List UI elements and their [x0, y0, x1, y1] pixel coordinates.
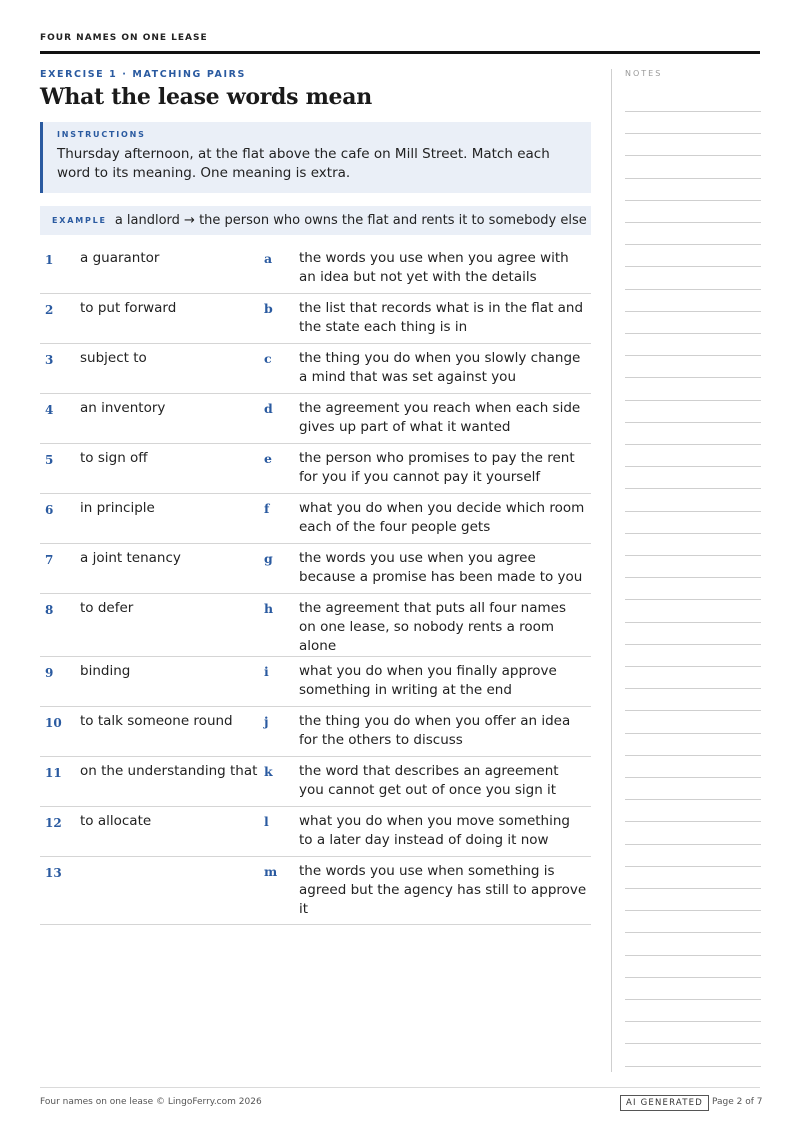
notes-writing-line	[625, 821, 761, 822]
instructions-text: Thursday afternoon, at the flat above the cafe on Mill Street. Match each word to its meaning. One meaning is extra.	[57, 146, 550, 181]
notes-writing-line	[625, 688, 761, 689]
pair-row	[40, 657, 591, 707]
notes-writing-line	[625, 178, 761, 179]
instructions-box	[40, 122, 591, 193]
notes-writing-line	[625, 1021, 761, 1022]
example-box	[40, 206, 591, 235]
meaning-letter: m	[264, 864, 278, 879]
notes-writing-line	[625, 222, 761, 223]
item-number: 9	[45, 666, 54, 680]
notes-writing-line	[625, 244, 761, 245]
notes-writing-line	[625, 755, 761, 756]
notes-writing-line	[625, 111, 761, 112]
running-head: FOUR NAMES ON ONE LEASE	[40, 33, 208, 43]
meaning-text: the words you use when you agree because a promise has been made to you	[299, 550, 583, 585]
item-number: 1	[45, 253, 54, 267]
meaning-letter: k	[264, 764, 273, 779]
notes-writing-line	[625, 888, 761, 889]
pair-row	[40, 857, 591, 925]
item-term: in principle	[80, 500, 155, 516]
notes-writing-line	[625, 200, 761, 201]
meaning-letter: h	[264, 601, 274, 616]
notes-writing-line	[625, 555, 761, 556]
notes-writing-line	[625, 133, 761, 134]
notes-writing-line	[625, 844, 761, 845]
notes-writing-line	[625, 622, 761, 623]
notes-writing-line	[625, 311, 761, 312]
footer-rule	[40, 1087, 760, 1088]
meaning-text: the list that records what is in the flat and the state each thing is in	[299, 300, 584, 335]
item-number: 7	[45, 553, 54, 567]
item-number: 2	[45, 303, 54, 317]
meaning-text: the words you use when you agree with an idea but not yet with the details	[299, 250, 569, 285]
meaning-letter: b	[264, 301, 273, 316]
meaning-text: the word that describes an agreement you cannot get out of once you sign it	[299, 763, 559, 798]
pair-row	[40, 394, 591, 444]
notes-writing-line	[625, 377, 761, 378]
pair-row	[40, 807, 591, 857]
notes-writing-line	[625, 266, 761, 267]
meaning-letter: a	[264, 251, 273, 266]
notes-writing-line	[625, 910, 761, 911]
meaning-text: the person who promises to pay the rent for you if you cannot pay it yourself	[299, 450, 575, 485]
notes-writing-line	[625, 1066, 761, 1067]
notes-writing-line	[625, 511, 761, 512]
notes-label: NOTES	[625, 69, 663, 78]
pair-row	[40, 444, 591, 494]
meaning-text: the thing you do when you offer an idea for the others to discuss	[299, 713, 571, 748]
item-term: to defer	[80, 600, 134, 616]
notes-writing-line	[625, 977, 761, 978]
notes-column	[611, 69, 760, 1072]
item-term: binding	[80, 663, 131, 679]
notes-writing-line	[625, 955, 761, 956]
ai-generated-badge: AI GENERATED	[620, 1095, 709, 1111]
item-number: 8	[45, 603, 54, 617]
meaning-text: the words you use when something is agreed but the agency has still to approve it	[299, 863, 587, 917]
notes-writing-line	[625, 599, 761, 600]
meaning-text: the thing you do when you slowly change a mind that was set against you	[299, 350, 581, 385]
item-term: subject to	[80, 350, 147, 366]
example-text: a landlord → the person who owns the flat and rents it to somebody else	[114, 213, 587, 228]
notes-writing-line	[625, 999, 761, 1000]
item-term: a joint tenancy	[80, 550, 181, 566]
meaning-letter: c	[264, 351, 272, 366]
meaning-letter: e	[264, 451, 272, 466]
notes-writing-line	[625, 666, 761, 667]
notes-writing-line	[625, 400, 761, 401]
notes-writing-line	[625, 533, 761, 534]
item-number: 5	[45, 453, 54, 467]
meaning-letter: g	[264, 551, 273, 566]
item-number: 10	[45, 716, 62, 730]
page-number: Page 2 of 7	[712, 1097, 763, 1107]
notes-writing-line	[625, 866, 761, 867]
notes-writing-line	[625, 777, 761, 778]
notes-writing-line	[625, 799, 761, 800]
item-term	[80, 862, 264, 924]
meaning-letter: j	[264, 714, 269, 729]
pair-row	[40, 244, 591, 294]
notes-writing-line	[625, 289, 761, 290]
item-number: 13	[45, 866, 62, 880]
pair-row	[40, 757, 591, 807]
item-number: 6	[45, 503, 54, 517]
meaning-letter: l	[264, 814, 269, 829]
meaning-text: what you do when you decide which room each of the four people gets	[299, 500, 585, 535]
pair-row	[40, 707, 591, 757]
item-term: a guarantor	[80, 250, 160, 266]
exercise-main	[40, 69, 591, 925]
pair-row	[40, 344, 591, 394]
notes-writing-line	[625, 333, 761, 334]
meaning-text: the agreement you reach when each side gives up part of what it wanted	[299, 400, 581, 435]
item-number: 4	[45, 403, 54, 417]
notes-writing-line	[625, 422, 761, 423]
pair-row	[40, 294, 591, 344]
item-term: an inventory	[80, 400, 166, 416]
notes-writing-line	[625, 733, 761, 734]
notes-writing-line	[625, 488, 761, 489]
pair-row	[40, 594, 591, 657]
exercise-eyebrow: EXERCISE 1 · MATCHING PAIRS	[40, 69, 246, 80]
notes-writing-line	[625, 577, 761, 578]
example-label: EXAMPLE	[52, 216, 107, 225]
item-number: 12	[45, 816, 62, 830]
meaning-letter: d	[264, 401, 273, 416]
pair-row	[40, 494, 591, 544]
page-title: What the lease words mean	[40, 84, 372, 110]
meaning-letter: i	[264, 664, 269, 679]
matching-pairs-table	[40, 244, 591, 925]
notes-writing-line	[625, 644, 761, 645]
item-term: to sign off	[80, 450, 148, 466]
item-number: 3	[45, 353, 54, 367]
top-rule	[40, 51, 760, 54]
pair-row	[40, 544, 591, 594]
notes-writing-line	[625, 155, 761, 156]
meaning-text: the agreement that puts all four names on one lease, so nobody rents a room alone	[299, 600, 566, 654]
item-term: to talk someone round	[80, 713, 233, 729]
item-term: to allocate	[80, 813, 152, 829]
instructions-label: INSTRUCTIONS	[57, 130, 146, 139]
meaning-text: what you do when you finally approve something in writing at the end	[299, 663, 557, 698]
notes-writing-line	[625, 932, 761, 933]
notes-writing-line	[625, 1043, 761, 1044]
notes-writing-line	[625, 444, 761, 445]
notes-writing-line	[625, 710, 761, 711]
item-term: on the understanding that	[80, 763, 258, 779]
item-term: to put forward	[80, 300, 177, 316]
item-number: 11	[45, 766, 62, 780]
notes-writing-line	[625, 466, 761, 467]
footer-copyright: Four names on one lease © LingoFerry.com 2026	[40, 1097, 262, 1107]
meaning-text: what you do when you move something to a later day instead of doing it now	[299, 813, 570, 848]
meaning-letter: f	[264, 501, 270, 516]
notes-writing-line	[625, 355, 761, 356]
